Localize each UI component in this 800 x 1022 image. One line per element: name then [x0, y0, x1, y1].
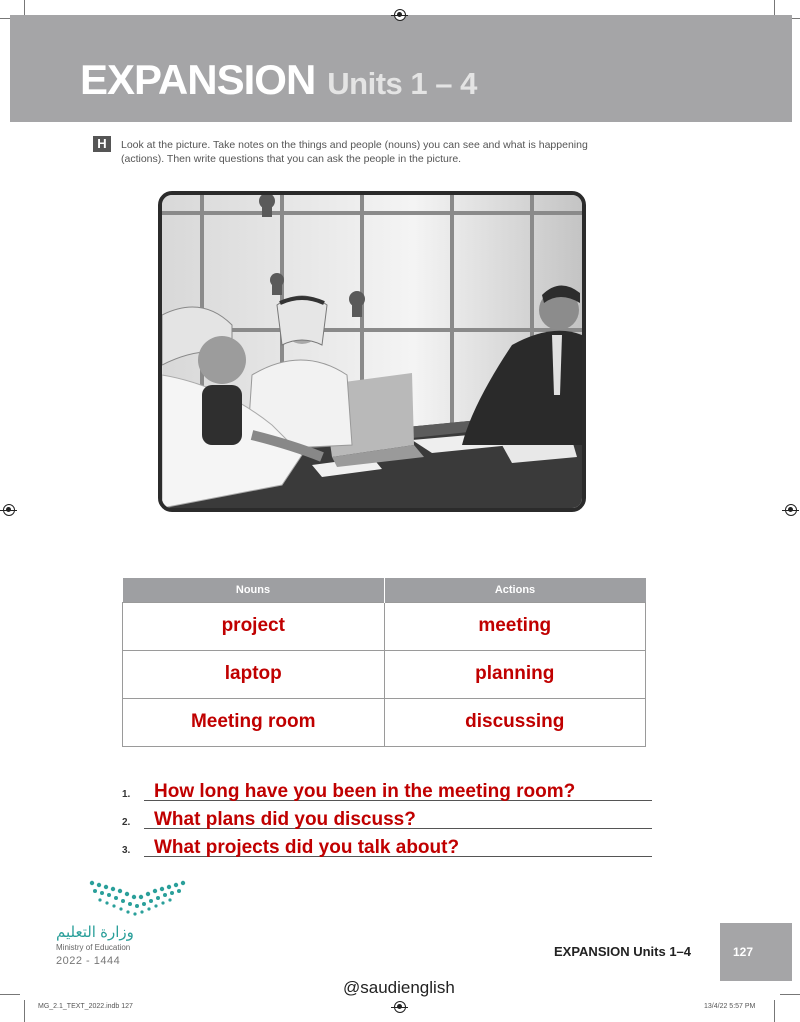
noun-cell: laptop [123, 650, 385, 698]
table-header-row [123, 578, 646, 602]
footer-unit-label: EXPANSION Units 1–4 [554, 944, 692, 959]
crop-mark [24, 1000, 25, 1022]
registration-mark-icon [394, 1001, 406, 1013]
title-main: EXPANSION [80, 56, 316, 103]
action-cell: discussing [384, 698, 646, 746]
ministry-arabic-name: وزارة التعليم [56, 924, 134, 941]
registration-mark-icon [394, 9, 406, 21]
table-row [123, 602, 646, 650]
watermark-text: @saudienglish [343, 978, 455, 997]
meeting-photo-illustration [162, 195, 582, 508]
question-number: 2. [122, 817, 131, 828]
table-row [123, 650, 646, 698]
registration-mark-icon [785, 504, 797, 516]
page-number-tab [720, 923, 792, 981]
title-subtitle: Units 1 – 4 [327, 66, 477, 101]
crop-mark [774, 1000, 775, 1022]
question-item [122, 831, 654, 859]
ministry-year: 2022 - 1444 [56, 955, 121, 967]
column-header-nouns: Nouns [123, 578, 385, 602]
page-number: 127 [732, 945, 754, 959]
noun-cell: project [123, 602, 385, 650]
page-title [80, 56, 477, 104]
ministry-english-name: Ministry of Education [56, 943, 131, 952]
registration-mark-icon [3, 504, 15, 516]
question-item [122, 775, 654, 803]
question-text: What plans did you discuss? [154, 809, 416, 830]
print-slug-file: MG_2.1_TEXT_2022.indb 127 [38, 1003, 133, 1010]
column-header-actions: Actions [384, 578, 646, 602]
task-instructions: Look at the picture. Take notes on the things and people (nouns) you can see and what is happening (actions). Then write questions that you can ask the people in the picture. [121, 139, 588, 165]
ministry-logo-icon [86, 879, 190, 919]
question-item [122, 803, 654, 831]
action-cell: meeting [384, 602, 646, 650]
task-letter-badge: H [93, 136, 111, 152]
meeting-photo [158, 191, 586, 512]
nouns-actions-table [122, 578, 646, 747]
noun-cell: Meeting room [123, 698, 385, 746]
question-number: 1. [122, 789, 131, 800]
print-slug-date: 13/4/22 5:57 PM [704, 1003, 756, 1010]
crop-mark [0, 994, 20, 995]
table-row [123, 698, 646, 746]
question-text: How long have you been in the meeting room? [154, 781, 576, 802]
crop-mark [780, 994, 800, 995]
questions-list [122, 775, 654, 859]
question-number: 3. [122, 845, 131, 856]
action-cell: planning [384, 650, 646, 698]
question-text: What projects did you talk about? [154, 837, 460, 858]
